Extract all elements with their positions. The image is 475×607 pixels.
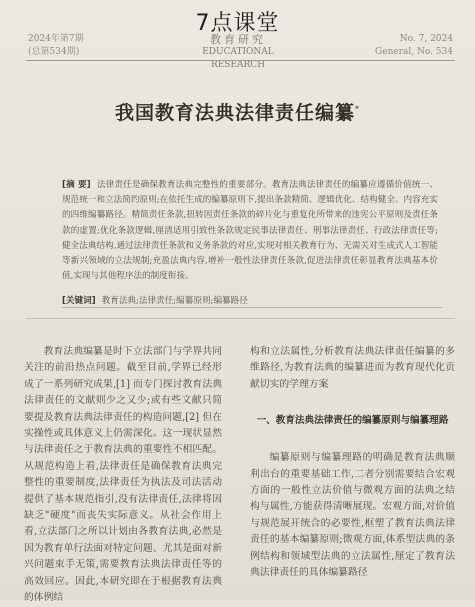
journal-name (188, 33, 288, 72)
journal-name-cn: 教育研究 (210, 33, 266, 46)
abstract-text: 法律责任是确保教育法典完整性的重要部分。教育法典法律责任的编纂应遵循价值统一、规范统一和立法简约原则;在依托生成的编纂原则下,提出条款精简、逻辑优化、结构健全、内容充实的四维编纂路径。精简责任条款,扭转因责任条款的碎片化与重复化所带来的违宪公平原则及责任条款的虚置;优化条款逻辑,厘清适用引致性条款规定民事法律责任、刑事法律责任、行政法律责任等;健全法典结构,通过法律责任条款和义务条款的对应,实现对相关教育行为、无需关对生成式人工智能等新兴领域的立法规制;充盈法典内容,增补一般性法律责任条款,促进法律责任彰显教育法典基本价值,实现与其他程序法的制度衔接。 (62, 180, 438, 282)
header-divider (26, 60, 455, 61)
body-paragraph: 教育法典编纂是时下立法部门与学界共同关注的前沿热点问题。截至目前,学界已经形成了一系列研究成果,[1] 而专门探讨教育法典法律责任的文献则少之又少;或有些文献只简要提及教育法典法律责任的构造问题,[2] 但在实操性或具体意义上仍需深化。这一现状显然与法律责任之于教育法典的重要性不相匹配。从规范构造上看,法律责任是确保教育法典完整性的重要制度,法律责任为执法及司法活动提供了基本规范指引,没有法律责任,法律将因缺乏"硬度"而丧失实际意义。从社会作用上看,立法部门之所以计划由各教育法典,必然是因为教育单行法面对特定问题、尤其是面对新兴问题束手无策,需要教育法典法律责任等的高效回应。因此,本研究即在于根据教育法典的体例结 (24, 346, 222, 604)
journal-name-en: EDUCATIONAL RESEARCH (202, 47, 274, 70)
keywords-divider (62, 307, 442, 308)
article-title-text: 我国教育法典法律责任编纂 (114, 102, 355, 124)
journal-issue-info (28, 33, 84, 59)
body-column-right (250, 344, 455, 581)
journal-issue-info-en (375, 33, 453, 59)
title-footnote-mark: * (355, 104, 360, 114)
section-heading: 一、教育法典法律责任的编纂原则与编纂理路 (256, 415, 449, 427)
body-column-left (24, 344, 222, 607)
body-paragraph: 编纂原则与编纂理路的明确是教育法典顺利出台的重要基础工作,二者分别需要结合宏观方面的一般性立法价值与微观方面的法典之结构与属性,方能获得清晰展现。宏观方面,对价值与规范展开统合的必要性,框塑了教育法典法律责任的基本编纂原则;微观方面,体系型法典的条例结构和领域型法典的立法属性,厘定了教育法典法律责任的具体编纂路径 (250, 452, 455, 579)
issue-general-en: General, No. 534 (375, 47, 453, 57)
abstract-block (62, 178, 438, 284)
keywords-block (62, 294, 442, 306)
keywords-text: 教育法典;法律责任;编纂原则;编纂路径 (101, 296, 248, 306)
article-title (0, 98, 475, 125)
issue-number-en: No. 7, 2024 (399, 34, 453, 44)
abstract-label: [摘 要] (62, 180, 91, 190)
issue-year: 2024年第7期 (28, 34, 84, 44)
body-paragraph-continued: 构和立法属性,分析教育法典法律责任编纂的多维路径,为教育法典的编纂进而为教育现代化贡献切实的学理方案 (250, 346, 455, 390)
body-divider (26, 318, 455, 319)
keywords-label: [关键词] (62, 296, 96, 306)
issue-total: (总第534期) (28, 47, 80, 57)
watermark-text: 7点课堂 (195, 11, 280, 36)
